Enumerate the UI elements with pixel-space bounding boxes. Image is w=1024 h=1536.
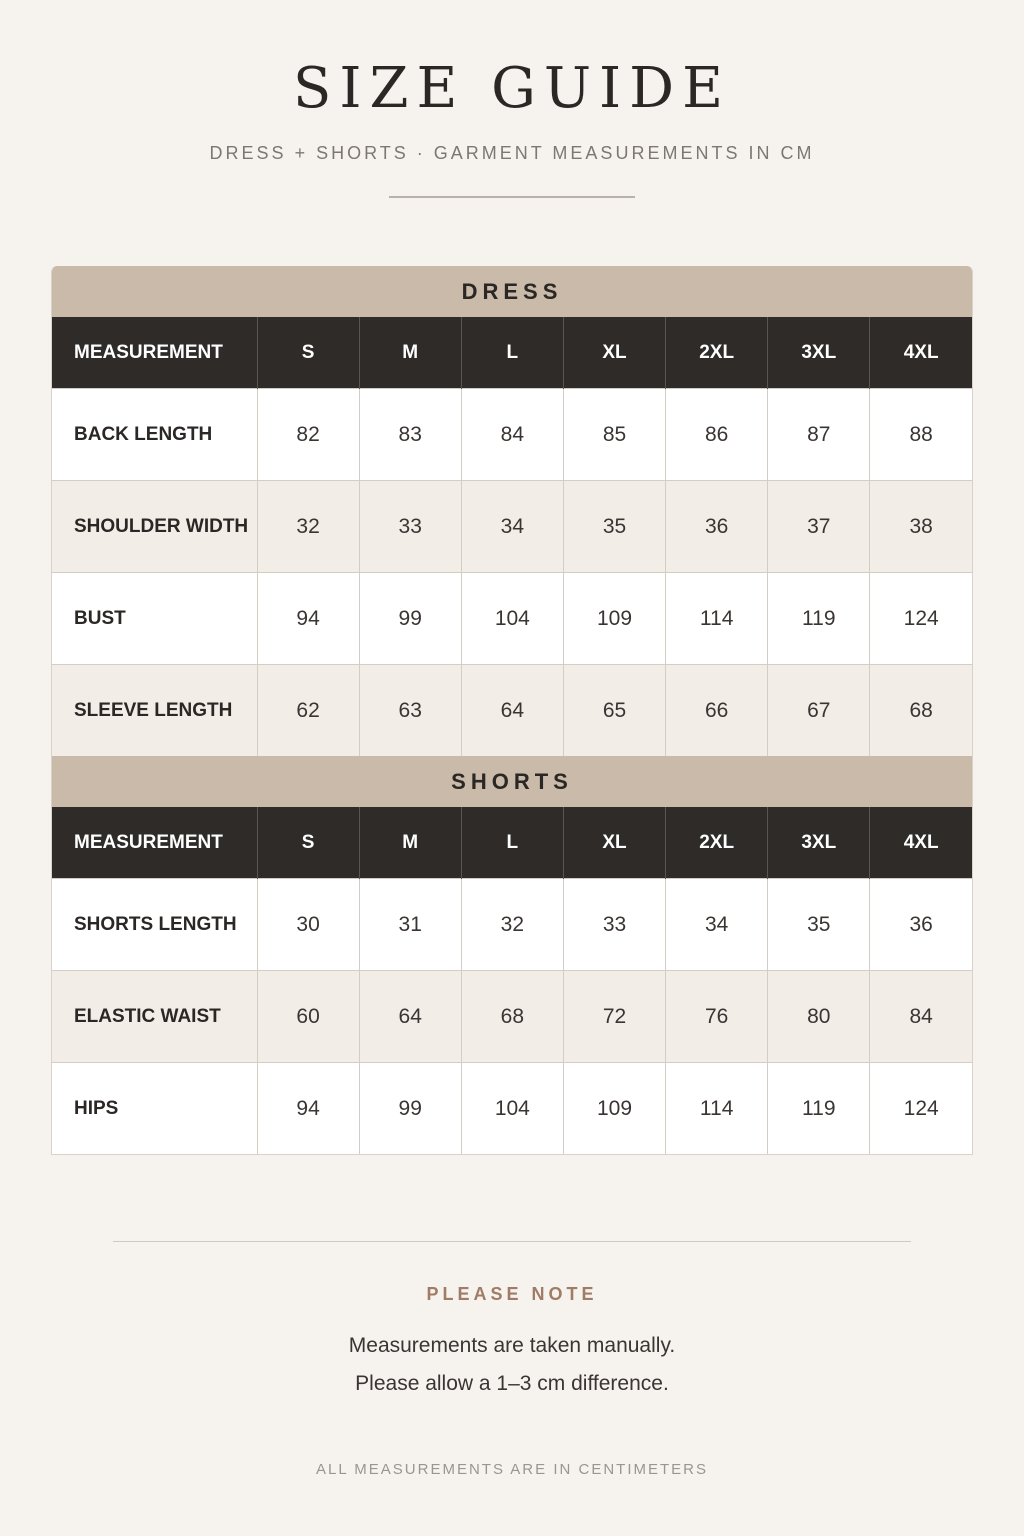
column-header-size: S [257, 807, 359, 879]
table-cell: 72 [563, 971, 665, 1063]
table-cell: 33 [563, 879, 665, 971]
table-cell: 35 [768, 879, 870, 971]
table-cell: 104 [461, 573, 563, 665]
row-label: ELASTIC WAIST [52, 971, 257, 1063]
section-title: SHORTS [52, 756, 972, 807]
column-header-size: 3XL [768, 807, 870, 879]
column-header-row [52, 317, 972, 389]
table-row [52, 971, 972, 1063]
column-header-size: M [359, 317, 461, 389]
column-header-size: 4XL [870, 807, 972, 879]
table-cell: 34 [461, 481, 563, 573]
size-chart-table [52, 266, 972, 1154]
table-cell: 36 [870, 879, 972, 971]
section-header-dress [52, 266, 972, 317]
note-line-2: Please allow a 1–3 cm difference. [355, 1372, 669, 1395]
table-cell: 94 [257, 1063, 359, 1155]
title-divider [389, 196, 635, 198]
table-cell: 86 [666, 389, 768, 481]
table-cell: 84 [461, 389, 563, 481]
table-row [52, 879, 972, 971]
table-cell: 114 [666, 1063, 768, 1155]
table-cell: 60 [257, 971, 359, 1063]
table-cell: 99 [359, 1063, 461, 1155]
footer-text: ALL MEASUREMENTS ARE IN CENTIMETERS [315, 1461, 708, 1478]
table-cell: 83 [359, 389, 461, 481]
table-cell: 32 [461, 879, 563, 971]
column-header-measurement: MEASUREMENT [52, 317, 257, 389]
table-cell: 63 [359, 665, 461, 757]
table-cell: 99 [359, 573, 461, 665]
row-label: BACK LENGTH [52, 389, 257, 481]
size-table-body [52, 266, 972, 1154]
column-header-size: 3XL [768, 317, 870, 389]
table-cell: 80 [768, 971, 870, 1063]
table-cell: 109 [563, 1063, 665, 1155]
column-header-size: 4XL [870, 317, 972, 389]
table-cell: 35 [563, 481, 665, 573]
table-cell: 68 [461, 971, 563, 1063]
table-cell: 66 [666, 665, 768, 757]
row-label: SHOULDER WIDTH [52, 481, 257, 573]
column-header-size: XL [563, 317, 665, 389]
row-label: SLEEVE LENGTH [52, 665, 257, 757]
column-header-row [52, 807, 972, 879]
table-cell: 124 [870, 1063, 972, 1155]
table-row [52, 1063, 972, 1155]
row-label: SHORTS LENGTH [52, 879, 257, 971]
table-cell: 109 [563, 573, 665, 665]
table-cell: 114 [666, 573, 768, 665]
table-cell: 87 [768, 389, 870, 481]
table-cell: 85 [563, 389, 665, 481]
table-row [52, 665, 972, 757]
note-title: PLEASE NOTE [426, 1284, 598, 1304]
column-header-size: 2XL [666, 807, 768, 879]
table-cell: 62 [257, 665, 359, 757]
note-divider [113, 1241, 911, 1242]
size-table [51, 266, 973, 1155]
table-cell: 64 [359, 971, 461, 1063]
table-cell: 32 [257, 481, 359, 573]
column-header-size: XL [563, 807, 665, 879]
table-cell: 88 [870, 389, 972, 481]
column-header-size: M [359, 807, 461, 879]
row-label: HIPS [52, 1063, 257, 1155]
page-subtitle: DRESS + SHORTS · GARMENT MEASUREMENTS IN CM [209, 143, 815, 163]
table-cell: 64 [461, 665, 563, 757]
table-cell: 30 [257, 879, 359, 971]
table-cell: 65 [563, 665, 665, 757]
table-cell: 82 [257, 389, 359, 481]
table-cell: 38 [870, 481, 972, 573]
table-cell: 68 [870, 665, 972, 757]
table-row [52, 389, 972, 481]
table-cell: 104 [461, 1063, 563, 1155]
table-cell: 76 [666, 971, 768, 1063]
table-cell: 119 [768, 1063, 870, 1155]
table-cell: 94 [257, 573, 359, 665]
table-cell: 119 [768, 573, 870, 665]
column-header-size: S [257, 317, 359, 389]
table-row [52, 481, 972, 573]
section-title: DRESS [52, 266, 972, 317]
table-cell: 33 [359, 481, 461, 573]
table-cell: 37 [768, 481, 870, 573]
table-row [52, 573, 972, 665]
row-label: BUST [52, 573, 257, 665]
column-header-measurement: MEASUREMENT [52, 807, 257, 879]
table-cell: 36 [666, 481, 768, 573]
table-cell: 34 [666, 879, 768, 971]
table-cell: 84 [870, 971, 972, 1063]
section-header-shorts [52, 756, 972, 807]
page-title: SIZE GUIDE [293, 56, 731, 121]
table-cell: 31 [359, 879, 461, 971]
column-header-size: L [461, 317, 563, 389]
table-cell: 67 [768, 665, 870, 757]
column-header-size: L [461, 807, 563, 879]
table-cell: 124 [870, 573, 972, 665]
note-line-1: Measurements are taken manually. [348, 1334, 676, 1357]
column-header-size: 2XL [666, 317, 768, 389]
